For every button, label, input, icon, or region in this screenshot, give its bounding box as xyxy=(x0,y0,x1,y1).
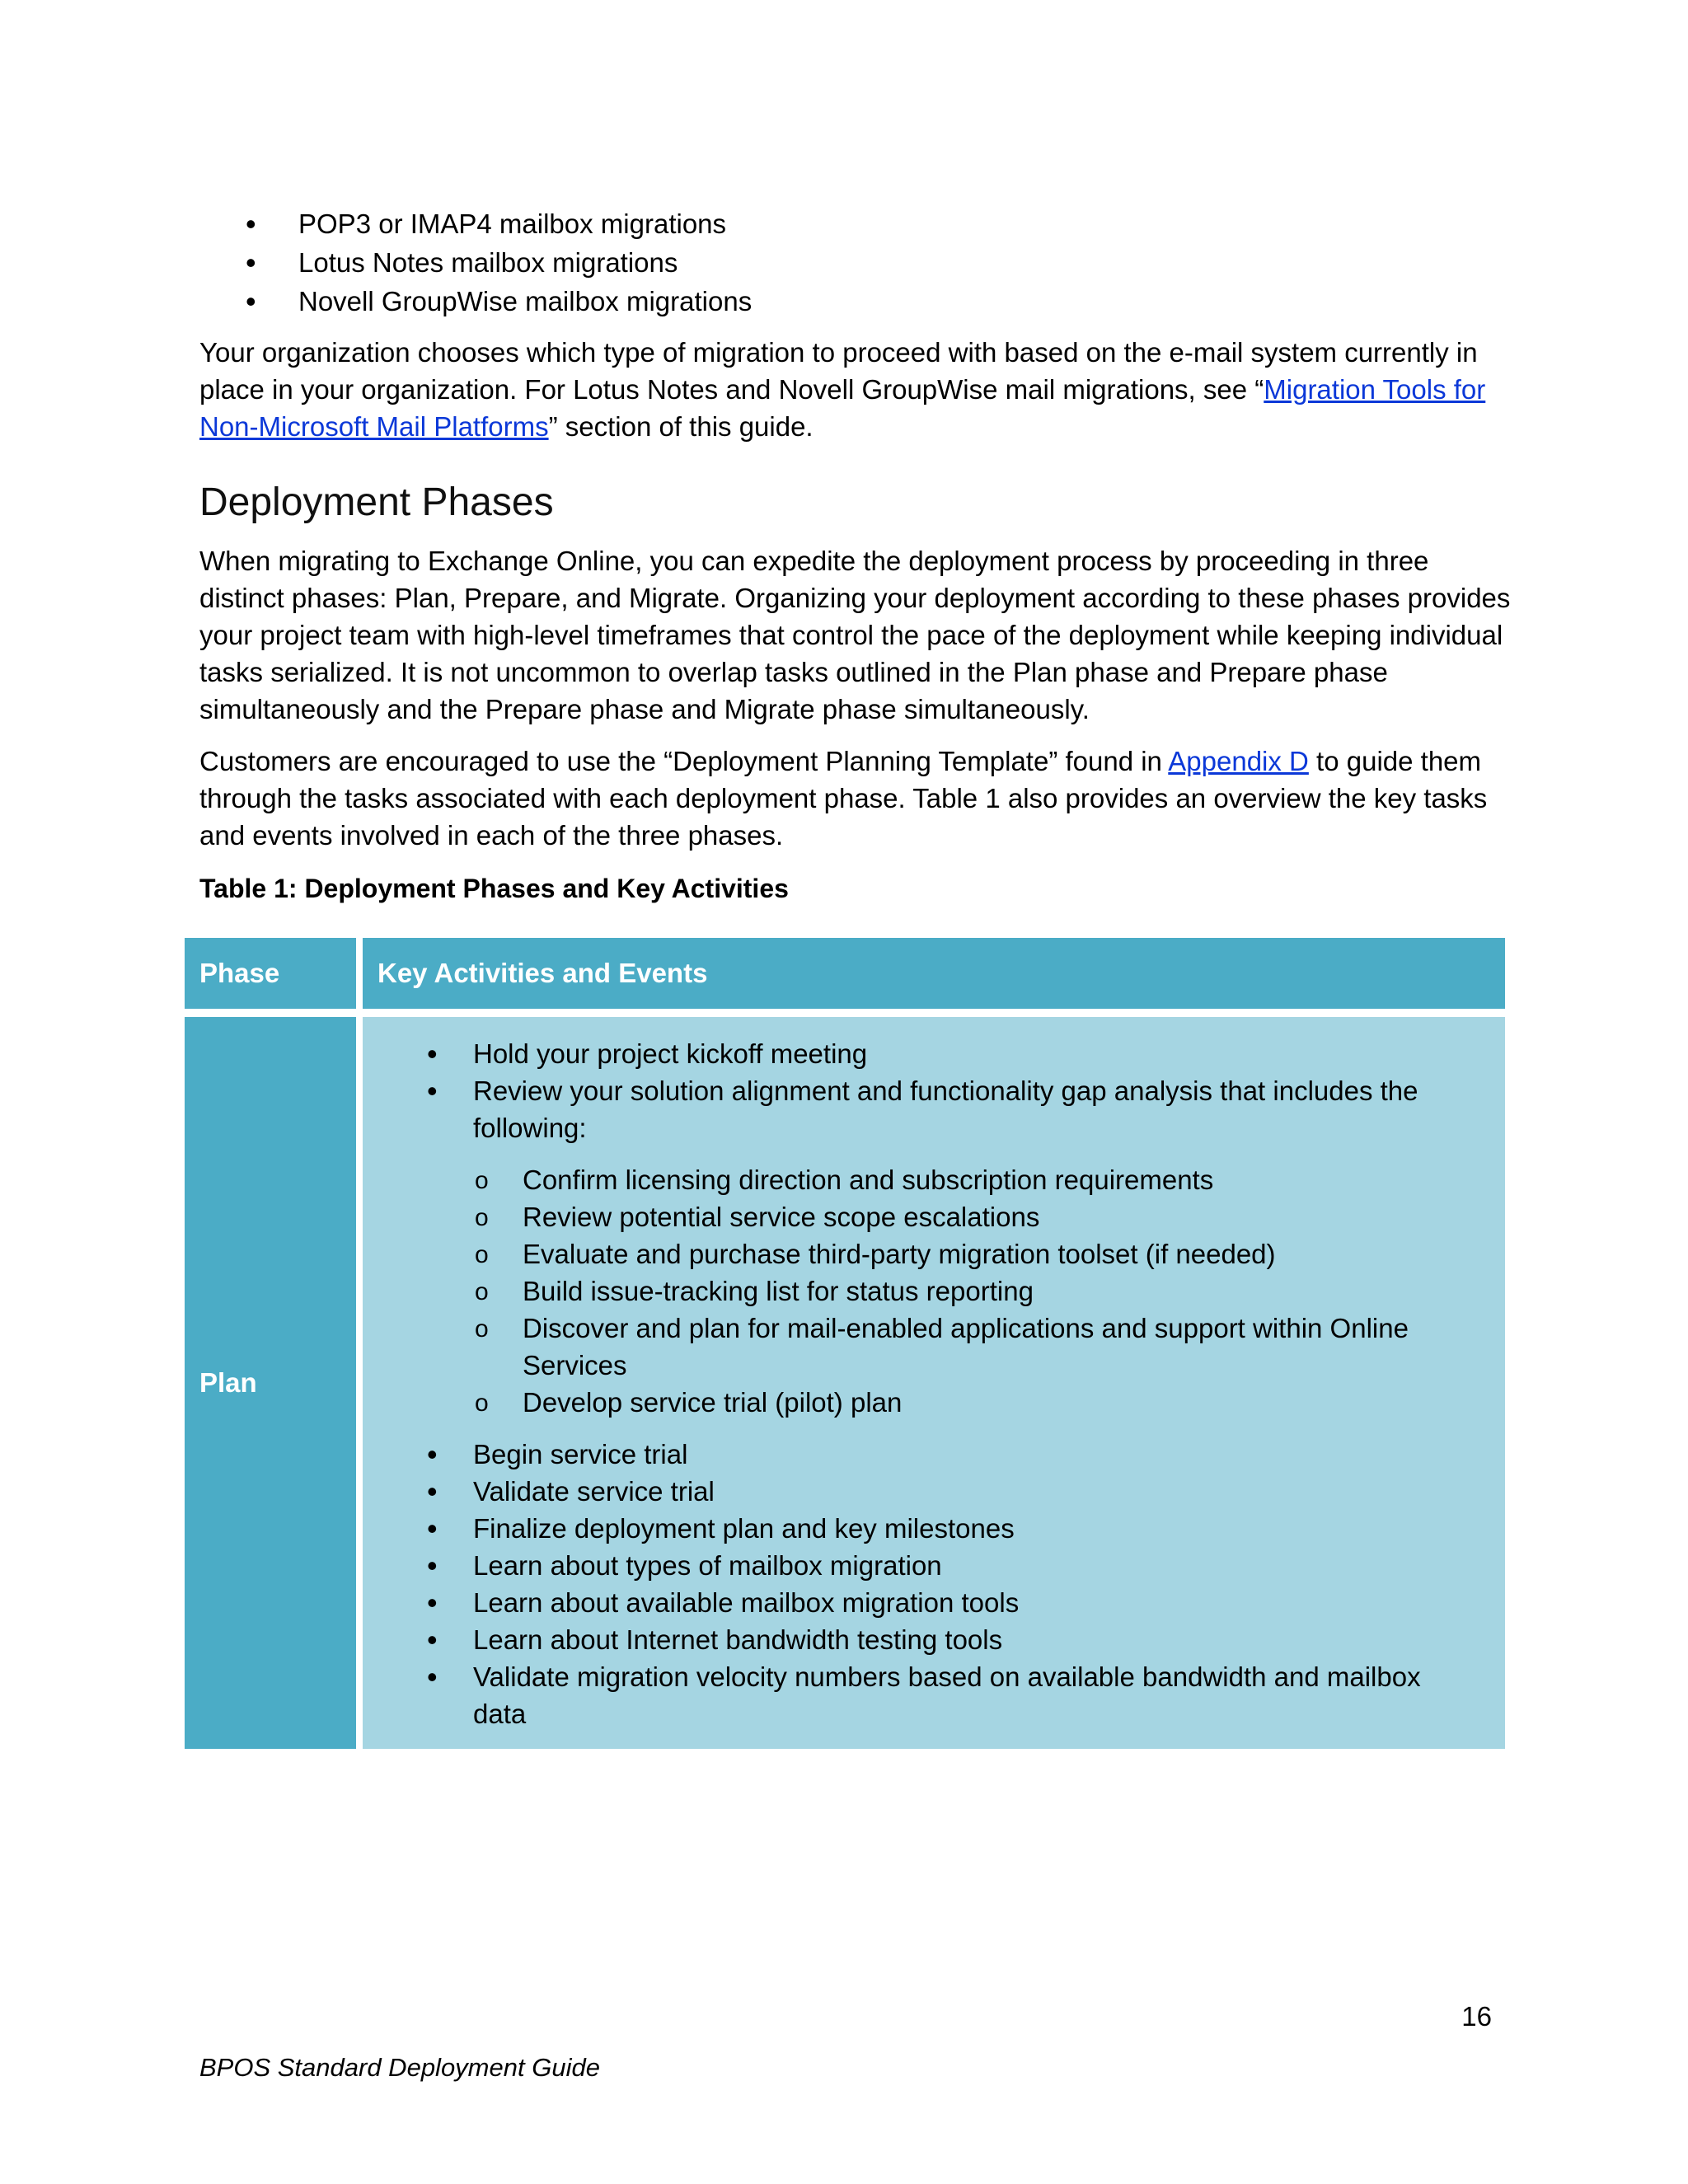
list-item: • Hold your project kickoff meeting xyxy=(363,1035,1464,1072)
sub-list-item: o Confirm licensing direction and subscription requirements xyxy=(363,1161,1464,1198)
page-content xyxy=(199,204,1518,907)
list-item: • Novell GroupWise mailbox migrations xyxy=(199,282,1518,321)
sub-list-item: o Review potential service scope escalations xyxy=(363,1198,1464,1235)
list-item: • Finalize deployment plan and key milestones xyxy=(363,1510,1464,1547)
list-item: • Lotus Notes mailbox migrations xyxy=(199,243,1518,282)
list-item: • Learn about available mailbox migration tools xyxy=(363,1584,1464,1621)
template-paragraph xyxy=(199,743,1518,854)
list-item: • POP3 or IMAP4 mailbox migrations xyxy=(199,204,1518,243)
appendix-d-link[interactable]: Appendix D xyxy=(1168,746,1309,776)
paragraph-text: to guide them through the tasks associated with each deployment phase. Table 1 also provides an overview the key tasks and events involved in each of the three phases. xyxy=(199,746,1488,851)
sub-list-item: o Develop service trial (pilot) plan xyxy=(363,1384,1464,1421)
paragraph-text: ” section of this guide. xyxy=(548,411,814,442)
migration-type-list xyxy=(199,204,1518,321)
intro-paragraph xyxy=(199,334,1518,445)
sub-list-item: o Evaluate and purchase third-party migration toolset (if needed) xyxy=(363,1235,1464,1272)
table-caption: Table 1: Deployment Phases and Key Activities xyxy=(199,874,789,903)
sub-activities-list xyxy=(363,1161,1464,1421)
page-number: 16 xyxy=(1461,2001,1492,2032)
paragraph-text: Customers are encouraged to use the “Deployment Planning Template” found in xyxy=(199,746,1169,776)
footer-title: BPOS Standard Deployment Guide xyxy=(199,2053,600,2082)
list-item: • Learn about Internet bandwidth testing tools xyxy=(363,1621,1464,1658)
activities-cell xyxy=(363,1017,1505,1749)
list-item: • Begin service trial xyxy=(363,1436,1464,1473)
table-header-row xyxy=(185,938,1505,1009)
paragraph-text: Your organization chooses which type of migration to proceed with based on the e-mail system currently in place in your organization. For Lotus Notes and Novell GroupWise mail migrations, see “ xyxy=(199,337,1478,405)
list-item: • Review your solution alignment and functionality gap analysis that includes the following: xyxy=(363,1072,1464,1146)
list-item: • Validate service trial xyxy=(363,1473,1464,1510)
phases-paragraph: When migrating to Exchange Online, you can expedite the deployment process by proceeding in three distinct phases: Plan, Prepare, and Migrate. Organizing your deployment according to these phases provides your project team with high-level timeframes that control the pace of the deployment while keeping individual tasks serialized. It is not uncommon to overlap tasks outlined in the Plan phase and Prepare phase simultaneously and the Prepare phase and Migrate phase simultaneously. xyxy=(199,546,1511,724)
list-item: • Validate migration velocity numbers based on available bandwidth and mailbox data xyxy=(363,1658,1464,1732)
sub-list-item: o Discover and plan for mail-enabled applications and support within Online Services xyxy=(363,1310,1464,1384)
header-phase: Phase xyxy=(185,938,356,1009)
header-key-activities: Key Activities and Events xyxy=(363,938,1505,1009)
deployment-phases-table xyxy=(185,938,1505,1749)
list-item: • Learn about types of mailbox migration xyxy=(363,1547,1464,1584)
table-row xyxy=(185,1017,1505,1749)
activities-list-a xyxy=(363,1035,1464,1146)
activities-list-b xyxy=(363,1436,1464,1732)
section-heading: Deployment Phases xyxy=(199,480,554,524)
phase-cell: Plan xyxy=(185,1017,356,1749)
migration-tools-link[interactable]: Migration Tools for Non-Microsoft Mail Platforms xyxy=(199,374,1486,442)
sub-list-item: o Build issue-tracking list for status reporting xyxy=(363,1272,1464,1310)
